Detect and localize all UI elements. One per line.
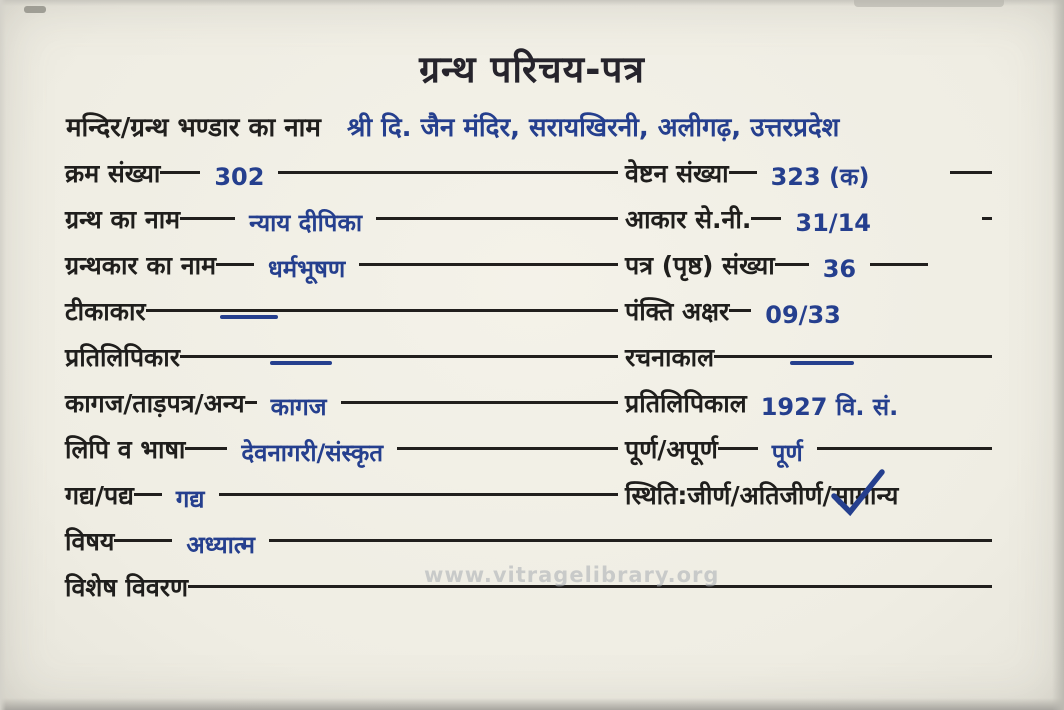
field-size-cm <box>605 202 992 248</box>
check-mark-icon <box>826 468 890 520</box>
field-row <box>65 294 992 340</box>
field-bundle-number <box>605 156 992 202</box>
field-value: अध्यात्म <box>186 531 255 559</box>
rule-line <box>605 263 618 266</box>
field-value: 323 (क) <box>770 163 870 191</box>
field-material <box>65 386 605 432</box>
rule-line <box>718 447 758 450</box>
rule-line <box>376 217 605 220</box>
rule-line <box>950 171 992 174</box>
field-label: आकार से.नी. <box>625 205 752 234</box>
page-title: ग्रन्थ परिचय-पत्र <box>419 48 645 91</box>
blank-value-dash <box>220 315 278 319</box>
field-script-language <box>65 432 605 478</box>
rule-line <box>714 355 992 358</box>
field-label: विषय <box>65 527 115 556</box>
scan-edge-right <box>1052 0 1064 710</box>
field-value: 302 <box>214 163 265 191</box>
field-copy-date <box>605 386 992 432</box>
field-prose-verse <box>65 478 605 524</box>
rule-line <box>146 309 605 312</box>
rule-line <box>216 263 254 266</box>
field-row <box>65 478 992 524</box>
temple-name-label: मन्दिर/ग्रन्थ भण्डार का नाम <box>66 113 321 143</box>
field-value: गद्य <box>175 485 205 513</box>
field-label: गद्य/पद्य <box>65 481 134 510</box>
field-label: टीकाकार <box>65 297 146 326</box>
rule-line <box>751 217 781 220</box>
field-value: पूर्ण <box>771 439 803 467</box>
rule-line <box>397 447 605 450</box>
field-label: क्रम संख्या <box>65 159 161 188</box>
field-row <box>65 386 992 432</box>
field-label: स्थिति:जीर्ण/अतिजीर्ण/ <box>625 481 832 510</box>
field-label: पूर्ण/अपूर्ण <box>625 435 718 464</box>
rule-line <box>180 355 605 358</box>
field-label: रचनाकाल <box>625 343 715 372</box>
rule-line <box>729 309 751 312</box>
rule-line <box>870 263 928 266</box>
field-value: 09/33 <box>765 301 841 329</box>
field-page-count <box>605 248 992 294</box>
rule-line <box>269 539 992 542</box>
field-label: ग्रन्थकार का नाम <box>65 251 217 280</box>
field-line-letter-count <box>605 294 992 340</box>
rule-line <box>729 171 757 174</box>
rule-line <box>605 355 618 358</box>
field-row <box>65 248 992 294</box>
rule-line <box>605 309 618 312</box>
field-label: पंक्ति अक्षर <box>625 297 730 326</box>
rule-line <box>278 171 605 174</box>
rule-line <box>185 447 227 450</box>
field-granth-name <box>65 202 605 248</box>
rule-line <box>114 539 172 542</box>
rule-line <box>605 171 618 174</box>
rule-line <box>605 217 618 220</box>
temple-name-value: श्री दि. जैन मंदिर, सरायखिरनी, अलीगढ़, उत्तरप्रदेश <box>346 113 840 143</box>
condition-checked-label: सामान्य <box>831 481 899 510</box>
field-label: पत्र (पृष्ठ) संख्या <box>625 251 775 280</box>
field-value: देवनागरी/संस्कृत <box>241 439 383 467</box>
rule-line <box>219 493 605 496</box>
condition-checked-option <box>832 478 899 514</box>
field-completeness <box>605 432 992 478</box>
field-value: कागज <box>270 393 327 421</box>
blank-value-dash <box>790 361 854 365</box>
rule-line <box>160 171 200 174</box>
field-serial-number <box>65 156 605 202</box>
rule-line <box>605 401 618 404</box>
field-value: धर्मभूषण <box>268 255 346 283</box>
rule-line <box>982 217 992 220</box>
rule-line <box>180 217 235 220</box>
scan-edge-bottom <box>0 698 1064 710</box>
field-composition-date <box>605 340 992 386</box>
blank-value-dash <box>270 361 332 365</box>
rule-line <box>775 263 809 266</box>
field-row <box>65 156 992 202</box>
field-label: वेष्टन संख्या <box>625 159 729 188</box>
rule-line <box>605 447 618 450</box>
rule-line <box>245 401 257 404</box>
field-author-name <box>65 248 605 294</box>
rule-line <box>359 263 605 266</box>
field-copyist <box>65 340 605 386</box>
rule-line <box>341 401 605 404</box>
temple-name-row <box>66 108 1016 144</box>
field-value: 1927 वि. सं. <box>760 393 899 421</box>
field-label: ग्रन्थ का नाम <box>65 205 181 234</box>
field-label: प्रतिलिपिकाल <box>625 389 747 418</box>
form-fields <box>65 156 992 616</box>
field-label: विशेष विवरण <box>65 573 189 602</box>
field-label: लिपि व भाषा <box>65 435 186 464</box>
field-row <box>65 340 992 386</box>
watermark: www.vitragelibrary.org <box>424 563 720 587</box>
scan-smudge <box>854 0 1004 7</box>
field-row <box>65 202 992 248</box>
rule-line <box>605 493 618 496</box>
field-label: प्रतिलिपिकार <box>65 343 180 372</box>
rule-line <box>817 447 992 450</box>
rule-line <box>134 493 162 496</box>
field-value: 36 <box>822 255 857 283</box>
field-commentator <box>65 294 605 340</box>
field-value: न्याय दीपिका <box>249 209 363 237</box>
scan-smudge <box>24 6 46 13</box>
field-value: 31/14 <box>795 209 871 237</box>
scan-edge-left <box>0 0 6 710</box>
field-condition <box>605 478 992 524</box>
field-label: कागज/ताड़पत्र/अन्य <box>65 389 245 418</box>
